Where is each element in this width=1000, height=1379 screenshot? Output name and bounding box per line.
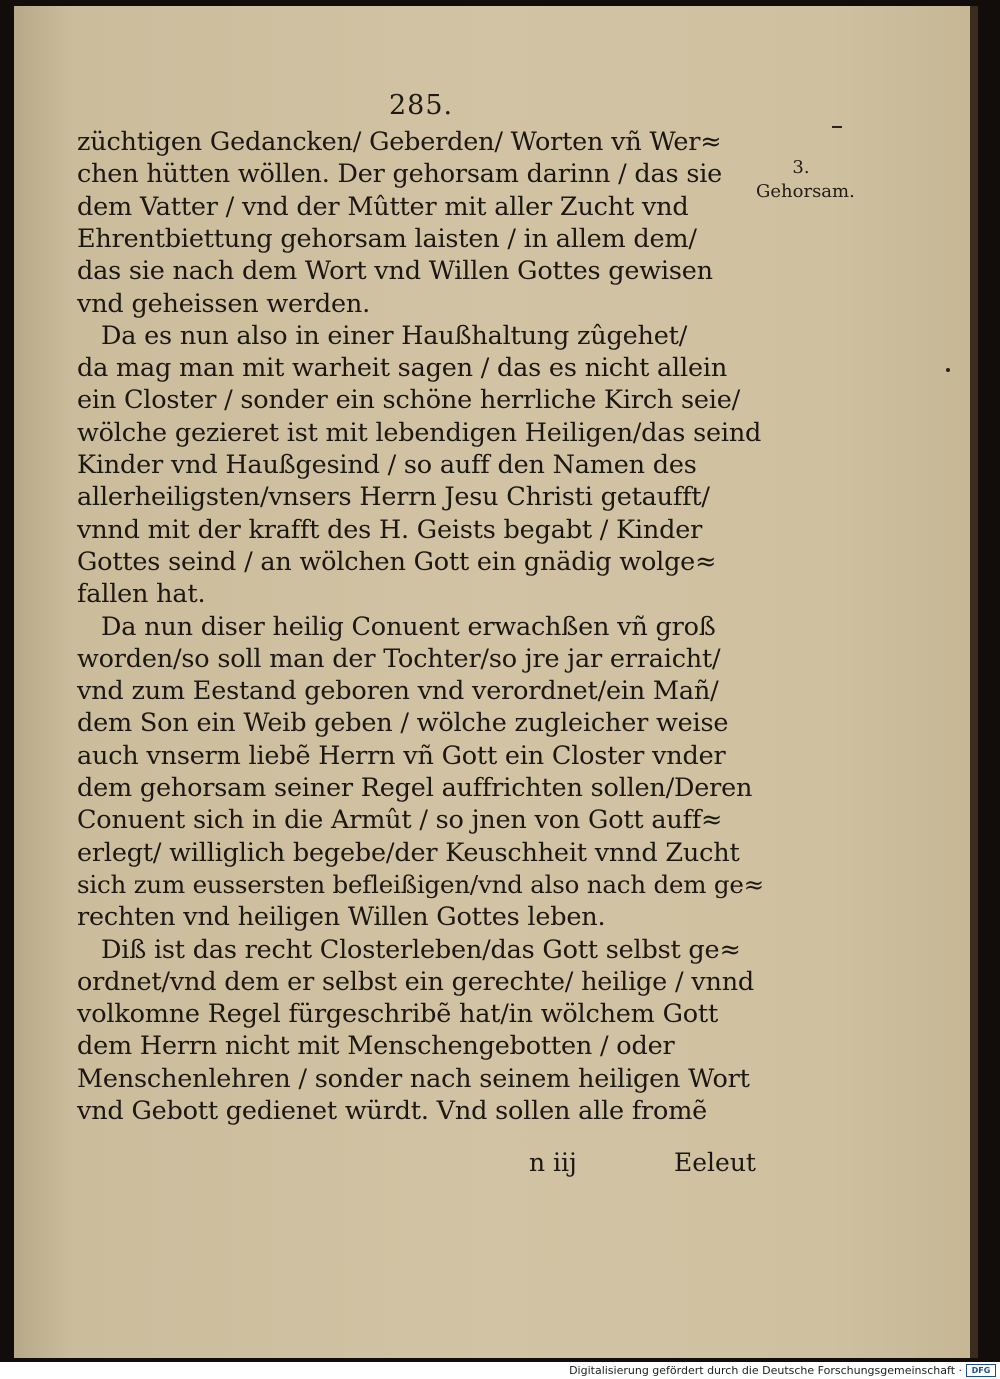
text-line: erlegt/ williglich begebe/der Keuschheit vnnd Zucht xyxy=(77,837,740,868)
text-line: da mag man mit warheit sagen / das es nicht allein xyxy=(77,353,728,384)
text-line: vnnd mit der krafft des H. Geists begabt / Kinder xyxy=(77,514,703,545)
text-line: volkomne Regel fürgeschribẽ hat/in wölchem Gott xyxy=(77,999,718,1030)
text-line: vnd geheissen werden. xyxy=(77,288,370,319)
text-line: wölche gezieret ist mit lebendigen Heiligen/das seind xyxy=(77,417,762,448)
text-line: Da es nun also in einer Haußhaltung zûgehet/ xyxy=(101,320,688,351)
text-line: worden/so soll man der Tochter/so jre jar erraicht/ xyxy=(77,643,721,674)
margin-note-number: 3. xyxy=(792,157,810,178)
text-line: dem Son ein Weib geben / wölche zugleicher weise xyxy=(77,708,729,739)
text-line: fallen hat. xyxy=(77,579,206,610)
digitization-credit: Digitalisierung gefördert durch die Deutsche Forschungsgemeinschaft · xyxy=(569,1364,962,1377)
text-line: rechten vnd heiligen Willen Gottes leben. xyxy=(77,902,606,933)
text-line: vnd zum Eestand geboren vnd verordnet/ein Mañ/ xyxy=(77,676,719,707)
text-line: Diß ist das recht Closterleben/das Gott selbst ge≈ xyxy=(101,934,741,965)
margin-dot xyxy=(946,368,950,372)
text-line: Conuent sich in die Armût / so jnen von Gott auff≈ xyxy=(77,805,723,836)
book-page xyxy=(14,6,978,1358)
text-line: das sie nach dem Wort vnd Willen Gottes gewisen xyxy=(77,256,713,287)
dfg-logo-icon: DFG xyxy=(966,1364,996,1377)
text-line: züchtigen Gedancken/ Geberden/ Worten vñ Wer≈ xyxy=(77,127,722,157)
margin-dash xyxy=(832,126,842,128)
text-line: Menschenlehren / sonder nach seinem heiligen Wort xyxy=(77,1063,750,1094)
text-line: Da nun diser heilig Conuent erwachßen vñ groß xyxy=(101,611,716,642)
catchword: Eeleut xyxy=(674,1148,756,1177)
margin-note-text: Gehorsam. xyxy=(756,181,855,202)
text-line: Kinder vnd Haußgesind / so auff den Namen des xyxy=(77,450,697,480)
page-number: 285. xyxy=(389,90,454,121)
text-line: ordnet/vnd dem er selbst ein gerechte/ heilige / vnnd xyxy=(77,966,755,997)
text-line: dem Vatter / vnd der Mûtter mit aller Zucht vnd xyxy=(77,191,689,222)
text-line: dem Herrn nicht mit Menschengebotten / oder xyxy=(77,1031,675,1062)
digitization-credit-bar xyxy=(0,1362,1000,1379)
text-line: allerheiligsten/vnsers Herrn Jesu Christi getaufft/ xyxy=(77,482,710,513)
text-line: sich zum eussersten befleißigen/vnd also nach dem ge≈ xyxy=(77,869,764,899)
text-line: auch vnserm liebẽ Herrn vñ Gott ein Closter vnder xyxy=(77,740,726,771)
text-line: dem gehorsam seiner Regel auffrichten sollen/Deren xyxy=(77,773,753,803)
signature-mark: n iij xyxy=(529,1148,577,1177)
text-line: ein Closter / sonder ein schöne herrliche Kirch seie/ xyxy=(77,385,741,416)
text-line: Ehrentbiettung gehorsam laisten / in allem dem/ xyxy=(77,223,697,254)
text-line: vnd Gebott gedienet würdt. Vnd sollen alle fromẽ xyxy=(77,1096,708,1126)
text-line: chen hütten wöllen. Der gehorsam darinn / das sie xyxy=(77,159,723,190)
text-line: Gottes seind / an wölchen Gott ein gnädig wolge≈ xyxy=(77,546,717,577)
